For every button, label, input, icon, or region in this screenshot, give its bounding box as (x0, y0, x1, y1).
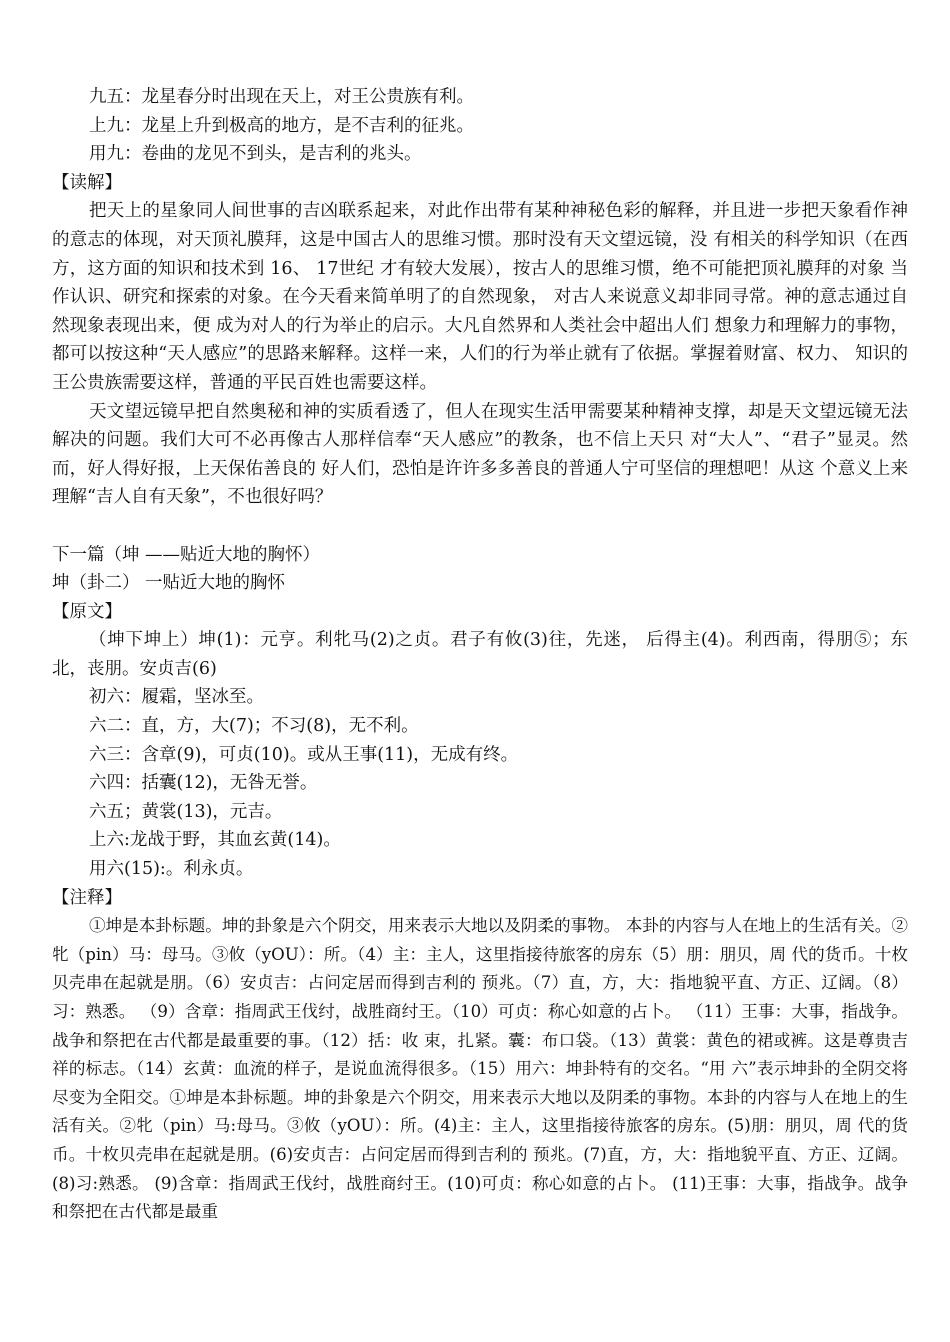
qian-line-yongjiu: 用九：卷曲的龙见不到头，是吉利的兆头。 (89, 144, 422, 165)
spacer (52, 512, 908, 541)
next-article-link[interactable]: 下一篇（坤 ——贴近大地的胸怀） (52, 544, 321, 565)
yao-line-liuer: 六二：直，方，大(7)；不习(8)，无不利。 (89, 716, 419, 737)
dujie-paragraph-1: 把天上的星象同人间世事的吉凶联系起来，对此作出带有某种神秘色彩的解释，并且进一步把天象看作神的意志的体现，对天顶礼膜拜，这是中国古人的思维习惯。那时没有天文望远镜，没 有相关的科学知识（在西方，这方面的知识和技术到 16、 17世纪 才有较大发展），按古人的思维习惯，绝不可能把顶礼膜拜的对象 当作认识、研究和探索的对象。在今天看来简单明了的自然现象， 对古人来说意义却非同寻常。神的意志通过自然现象表现出来，便 成为对人的行为举止的启示。大凡自然界和人类社会中超出人们 想象力和理解力的事物，都可以按这种“天人感应”的思路来解释。这样一来，人们的行为举止就有了依据。掌握着财富、权力、 知识的王公贵族需要这样，普通的平民百姓也需要这样。 (52, 201, 908, 393)
qian-line-shangjiu: 上九：龙星上升到极高的地方，是不吉利的征兆。 (89, 115, 474, 136)
yao-line-chuliu: 初六：履霜，坚冰至。 (89, 687, 264, 708)
zhushi-heading: 【注释】 (52, 887, 122, 908)
yuanwen-heading: 【原文】 (52, 601, 122, 622)
yuanwen-paragraph: （坤下坤上）坤(1)：元亨。利牝马(2)之贞。君子有攸(3)往，先迷， 后得主(4)。利西南，得朋⑤；东北，丧朋。安贞吉(6) (52, 630, 908, 679)
yao-line-liusi: 六四：括囊(12)，无咎无誉。 (89, 773, 318, 794)
kun-title: 坤（卦二） 一贴近大地的胸怀 (52, 573, 286, 594)
zhushi-paragraph: ①坤是本卦标题。坤的卦象是六个阴交，用来表示大地以及阴柔的事物。 本卦的内容与人在地上的生活有关。②牝（pin）马：母马。③攸（yOU）：所。（4）主：主人，这里指接待旅客的房东（5）朋：朋贝，周 代的货币。十枚贝壳串在起就是朋。（6）安贞吉：占问定居而得到吉利的 预兆。（7）直，方，大：指地貌平直、方正、辽阔。（8）习：熟悉。 （9）含章：指周武王伐纣，战胜商纣王。（10）可贞：称心如意的占卜。 （11）王事：大事，指战争。战争和祭把在古代都是最重要的事。（12）括：收 束，扎紧。囊：布口袋。（13）黄裳：黄色的裙或裤。这是尊贵吉祥的标志。（14）玄黄：血流的样子，是说血流得很多。（15）用六：坤卦特有的交名。“用 六”表示坤卦的全阴交将尽变为全阳交。①坤是本卦标题。坤的卦象是六个阴交，用来表示大地以及阴柔的事物。本卦的内容与人在地上的生活有关。②牝（pin）马:母马。③攸（yOU）：所。(4)主：主人，这里指接待旅客的房东。(5)朋：朋贝，周 代的货币。十枚贝壳串在起就是朋。(6)安贞吉：占问定居而得到吉利的 预兆。(7)直，方，大：指地貌平直、方正、辽阔。(8)习:熟悉。 (9)含章：指周武王伐纣，战胜商纣王。(10)可贞：称心如意的占卜。 (11)王事：大事，指战争。战争和祭把在古代都是最重 (52, 916, 908, 1222)
yao-line-liusan: 六三：含章(9)，可贞(10)。或从王事(11)，无成有终。 (89, 744, 519, 765)
dujie-paragraph-2: 天文望远镜早把自然奥秘和神的实质看透了，但人在现实生活甲需要某种精神支撑，却是天文望远镜无法解决的问题。我们大可不必再像古人那样信奉“天人感应”的教条，也不信上天只 对“大人”、“君子”显灵。然而，好人得好报，上天保佑善良的 好人们，恐怕是许许多多善良的普通人宁可坚信的理想吧！从这 个意义上来理解“吉人自有天象”，不也很好吗？ (52, 401, 908, 508)
yao-line-yongliu: 用六(15):。利永贞。 (89, 859, 254, 880)
yao-line-shangliu: 上六:龙战于野，其血玄黄(14)。 (89, 830, 341, 851)
qian-line-jiuwu: 九五：龙星春分时出现在天上，对王公贵族有利。 (89, 87, 474, 107)
document-page (52, 83, 908, 1227)
dujie-heading: 【读解】 (52, 172, 122, 193)
yao-line-liuwu: 六五；黄裳(13)，元吉。 (89, 801, 283, 822)
